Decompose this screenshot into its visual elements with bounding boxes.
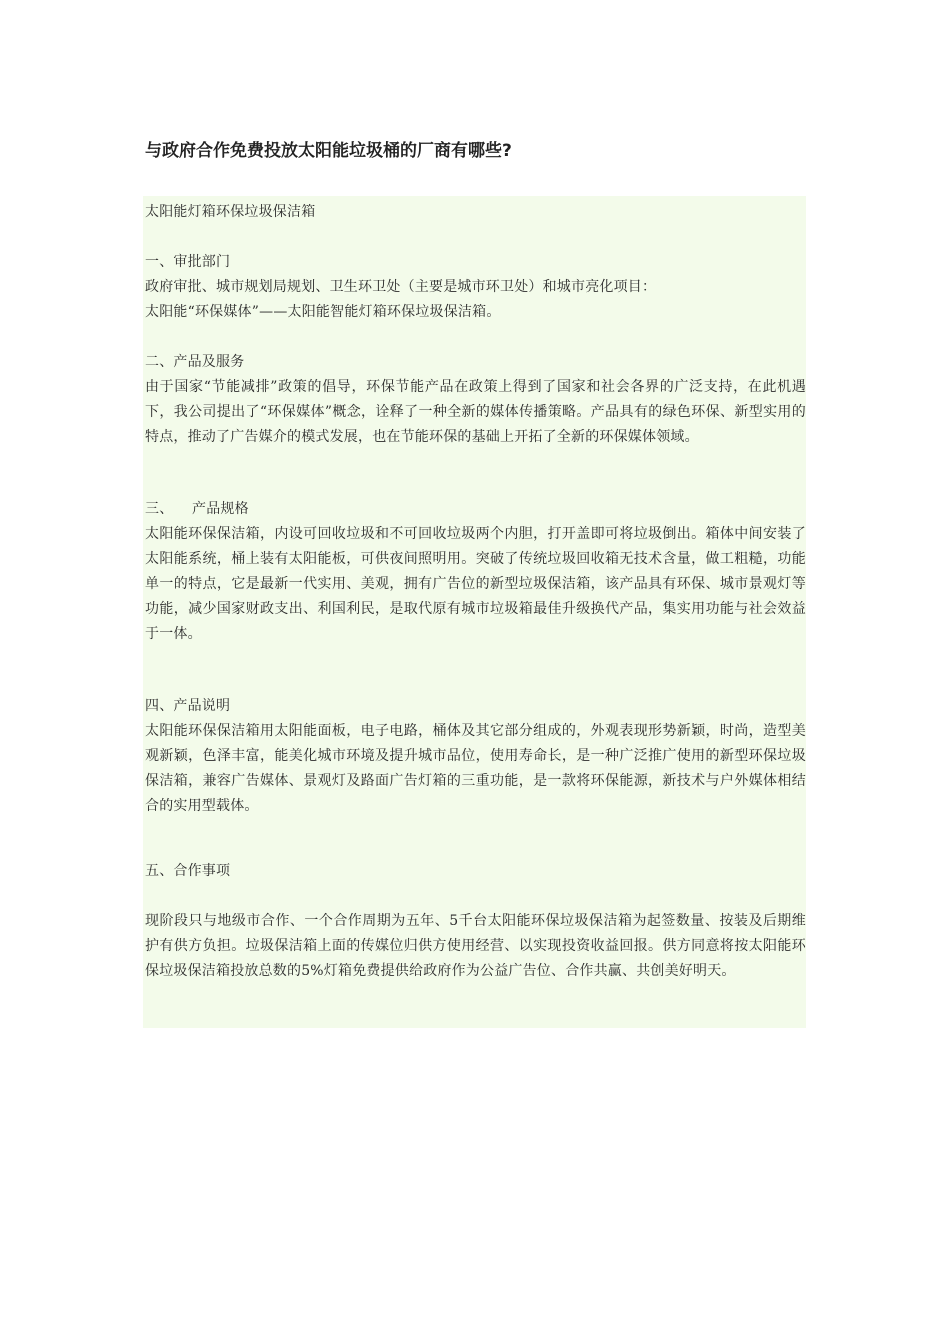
spacer [145,884,806,909]
spacer [145,225,806,250]
spacer [145,450,806,497]
intro-line: 太阳能灯箱环保垃圾保洁箱 [145,204,316,220]
paragraph: 太阳能“环保媒体”——太阳能智能灯箱环保垃圾保洁箱。 [145,304,501,320]
section-heading-products-services: 二、产品及服务 [145,354,245,370]
paragraph: 政府审批、城市规划局规划、卫生环卫处（主要是城市环卫处）和城市亮化项目： [145,279,657,295]
spacer [145,325,806,350]
spacer [145,647,806,694]
section-heading-description: 四、产品说明 [145,698,231,714]
section-heading-approval: 一、审批部门 [145,254,231,270]
section-heading-specifications: 三、 产品规格 [145,501,249,517]
section-heading-cooperation: 五、合作事项 [145,863,231,879]
paragraph: 太阳能环保保洁箱，内设可回收垃圾和不可回收垃圾两个内胆，打开盖即可将垃圾倒出。箱体中间安装了太阳能系统，桶上装有太阳能板，可供夜间照明用。突破了传统垃圾回收箱无技术含量，做工粗糙，功能单一的特点，它是最新一代实用、美观，拥有广告位的新型垃圾保洁箱，该产品具有环保、城市景观灯等功能，减少国家财政支出、利国利民，是取代原有城市垃圾箱最佳升级换代产品，集实用功能与社会效益于一体。 [145,526,806,642]
article-body [143,196,806,1028]
paragraph: 太阳能环保保洁箱用太阳能面板，电子电路，桶体及其它部分组成的，外观表现形势新颖，时尚，造型美观新颖，色泽丰富，能美化城市环境及提升城市品位，使用寿命长，是一种广泛推广使用的新型环保垃圾保洁箱，兼容广告媒体、景观灯及路面广告灯箱的三重功能，是一款将环保能源，新技术与户外媒体相结合的实用型载体。 [145,723,806,814]
page-title: 与政府合作免费投放太阳能垃圾桶的厂商有哪些? [145,141,512,161]
paragraph: 现阶段只与地级市合作、一个合作周期为五年、5千台太阳能环保垃圾保洁箱为起签数量、按装及后期维护有供方负担。垃圾保洁箱上面的传媒位归供方使用经营、以实现投资收益回报。供方同意将按太阳能环保垃圾保洁箱投放总数的5%灯箱免费提供给政府作为公益广告位、合作共赢、共创美好明天。 [145,913,806,979]
spacer [145,819,806,859]
paragraph: 由于国家“节能减排”政策的倡导，环保节能产品在政策上得到了国家和社会各界的广泛支持，在此机遇下，我公司提出了“环保媒体”概念，诠释了一种全新的媒体传播策略。产品具有的绿色环保、新型实用的特点，推动了广告媒介的模式发展，也在节能环保的基础上开拓了全新的环保媒体领域。 [145,379,806,445]
